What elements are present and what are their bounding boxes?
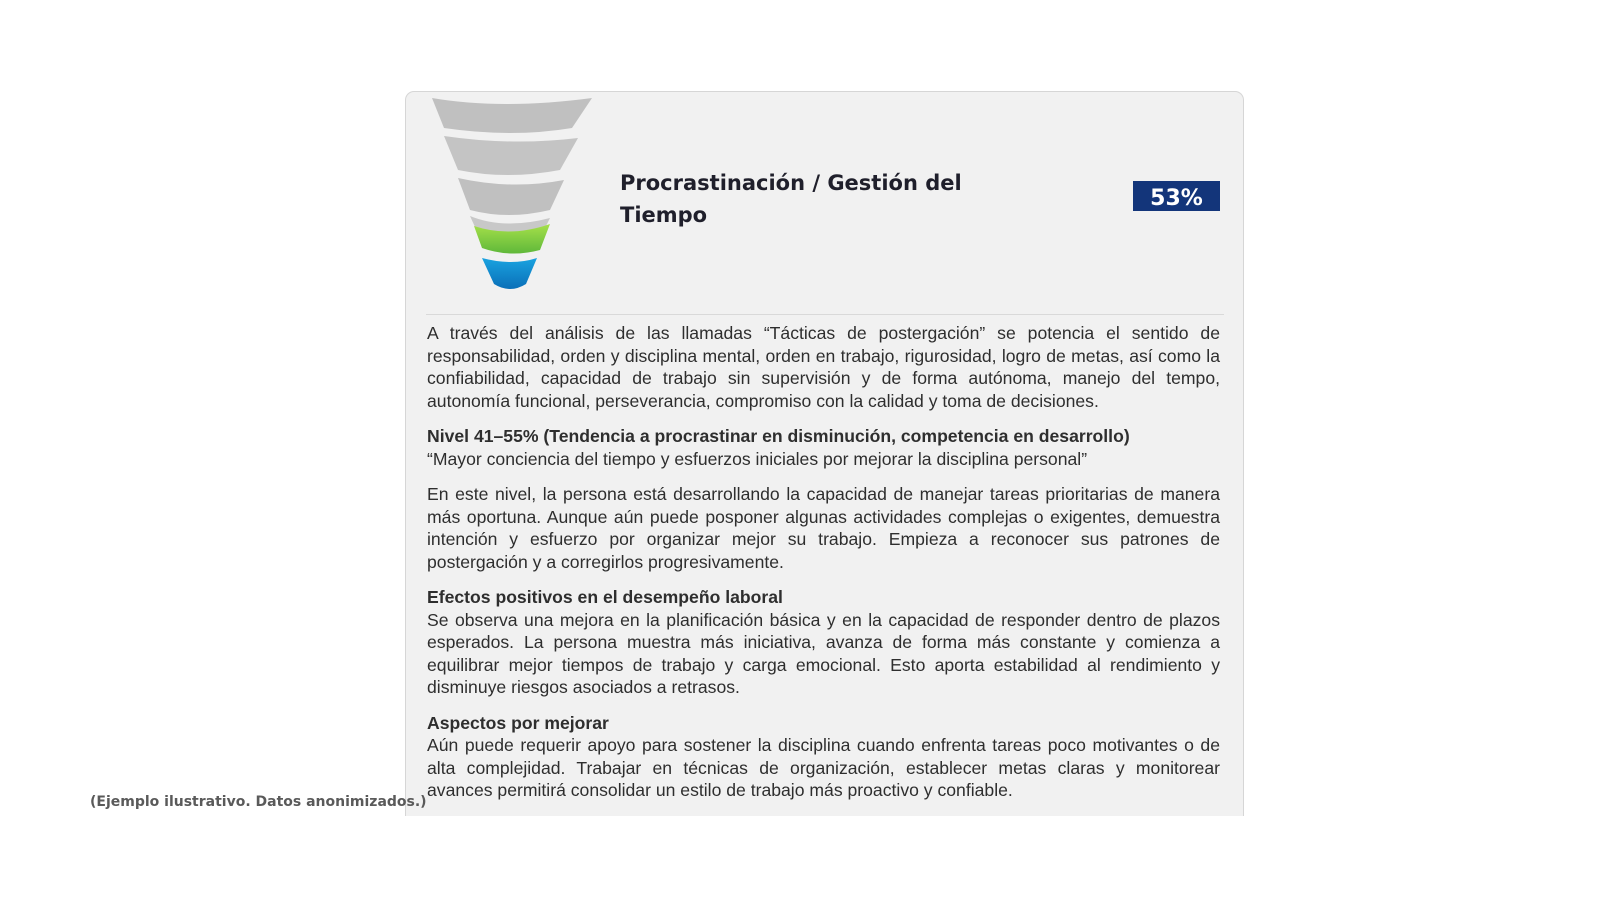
level-description: En este nivel, la persona está desarrollando la capacidad de manejar tareas prioritarias de manera más oportuna. Aunque aún puede posponer algunas actividades complejas o exigentes, demuestra intención y esfuerzo por organizar mejor su trabajo. Empieza a reconocer sus patrones de postergación y a corregirlos progresivamente. (427, 484, 1220, 572)
improve-text: Aún puede requerir apoyo para sostener la disciplina cuando enfrenta tareas poco motivantes o de alta complejidad. Trabajar en técnicas de organización, establecer metas claras y monitorear avances permitirá consolidar un estilo de trabajo más proactivo y confiable. (427, 735, 1220, 800)
intro-paragraph: A través del análisis de las llamadas “Tácticas de postergación” se potencia el sentido de responsabilidad, orden y disciplina mental, orden en trabajo, rigurosidad, logro de metas, así como la confiabilidad, capacidad de trabajo sin supervisión y de forma autónoma, manejo del tempo, autonomía funcional, perseverancia, compromiso con la calidad y toma de decisiones. (427, 323, 1220, 411)
positive-text: Se observa una mejora en la planificación básica y en la capacidad de responder dentro de plazos esperados. La persona muestra más iniciativa, avanza de forma más constante y comienza a equilibrar mejor tiempos de trabajo y carga emocional. Esto aporta estabilidad al rendimiento y disminuye riesgos asociados a retrasos. (427, 609, 1220, 697)
positive-heading: Efectos positivos en el desempeño laboral (427, 587, 783, 607)
funnel-icon (432, 98, 602, 298)
result-card (405, 91, 1244, 816)
improve-heading: Aspectos por mejorar (427, 712, 609, 733)
page-title: Procrastinación / Gestión del Tiempo (620, 171, 962, 227)
improve-section (427, 712, 1220, 802)
level-quote: “Mayor conciencia del tiempo y esfuerzos iniciales por mejorar la disciplina personal” (427, 448, 1088, 469)
footnote: (Ejemplo ilustrativo. Datos anonimizados.) (90, 794, 427, 810)
percentage-badge: 53% (1133, 181, 1220, 211)
divider (426, 314, 1224, 315)
level-section (427, 425, 1220, 470)
level-heading: Nivel 41–55% (Tendencia a procrastinar en disminución, competencia en desarrollo) (427, 426, 1130, 446)
description-body (427, 322, 1220, 815)
positive-section (427, 586, 1220, 699)
